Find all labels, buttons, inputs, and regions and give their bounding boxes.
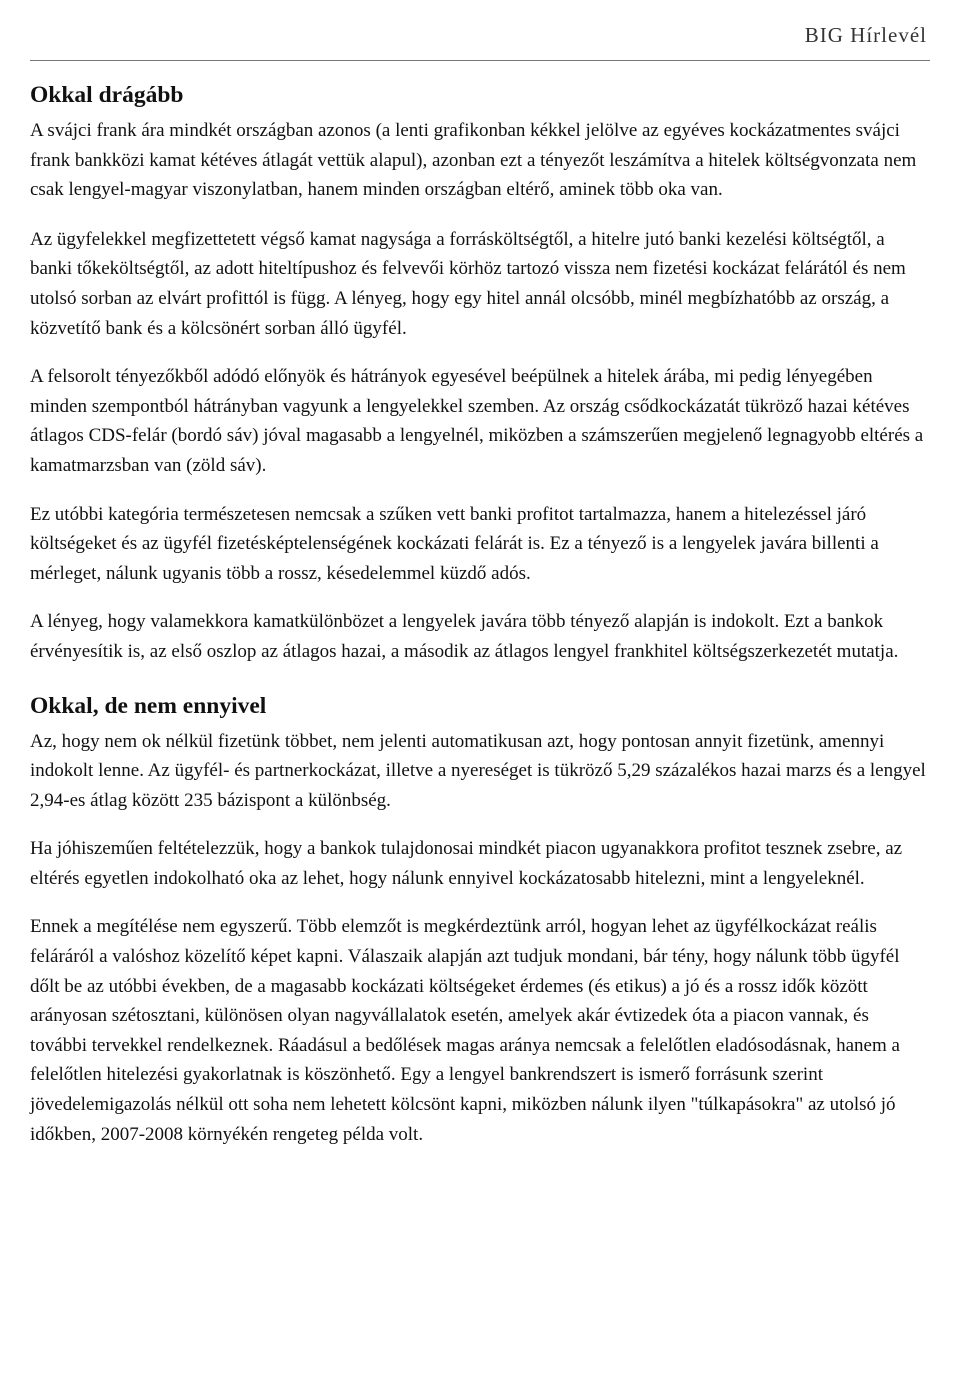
paragraph: Az, hogy nem ok nélkül fizetünk többet, nem jelenti automatikusan azt, hogy pontosan annyit fizetünk, amennyi indokolt lenne. Az ügyfél- és partnerkockázat, illetve a nyereséget is tükröző 5,29 százalékos hazai marzs és a lengyel 2,94-es átlag között 235 bázispont a különbség. (30, 730, 926, 811)
paragraph: A lényeg, hogy valamekkora kamatkülönbözet a lengyelek javára több tényező alapján is indokolt. Ezt a bankok érvényesítik is, az első oszlop az átlagos hazai, a második az átlagos lengyel frankhitel költségszerkezetét mutatja. (30, 611, 899, 662)
paragraph: A svájci frank ára mindkét országban azonos (a lenti grafikonban kékkel jelölve az egyéves kockázatmentes svájci frank bankközi kamat kétéves átlagát vettük alapul), azonban ezt a tényezőt leszámítva a hitelek költségvonzata nem csak lengyel-magyar viszonylatban, hanem minden országban eltérő, aminek több oka van. (30, 120, 917, 201)
paragraph: Ha jóhiszeműen feltételezzük, hogy a bankok tulajdonosai mindkét piacon ugyanakkora profitot tesznek zsebre, az eltérés egyetlen indokolható oka az lehet, hogy nálunk ennyivel kockázatosabb hitelezni, mint a lengyeleknél. (30, 838, 903, 889)
paragraph: Ez utóbbi kategória természetesen nemcsak a szűken vett banki profitot tartalmazza, hanem a hitelezéssel járó költségeket és az ügyfél fizetésképtelenségének kockázati felárát is. Ez a tényező is a lengyelek javára billenti a mérleget, nálunk ugyanis több a rossz, késedelemmel küzdő adós. (30, 503, 879, 584)
paragraph: Az ügyfelekkel megfizettetett végső kamat nagysága a forrásköltségtől, a hitelre jutó banki kezelési költségtől, a banki tőkeköltségtől, az adott hiteltípushoz és felvevői körhöz tartozó vissza nem fizetési kockázat felárától és nem utolsó sorban az elvárt profittól is függ. A lényeg, hogy egy hitel annál olcsóbb, minél megbízhatóbb az ország, a közvetítő bank és a kölcsönért sorban álló ügyfél. (30, 228, 906, 339)
article-body (30, 80, 930, 1168)
paragraph: Ennek a megítélése nem egyszerű. Több elemzőt is megkérdeztünk arról, hogyan lehet az ügyfélkockázat reális feláráról a valóshoz közelítő képet kapni. Válaszaik alapján azt tudjuk mondani, bár tény, hogy nálunk több ügyfél dőlt be az utóbbi években, de a magasabb kockázati költségeket érdemes (és etikus) a jó és a rossz idők között arányosan szétosztani, különösen olyan nagyvállalatok esetén, amelyek akár évtizedek óta a piacon vannak, és további tervekkel rendelkeznek. Ráadásul a bedőlések magas aránya nemcsak a felelőtlen eladósodásnak, hanem a felelőtlen hitelezési gyakorlatnak is köszönhető. Egy a lengyel bankrendszert is ismerő forrásunk szerint jövedelemigazolás nélkül ott soha nem lehetett kölcsönt kapni, miközben nálunk ilyen "túlkapásokra" az utolsó jó időkben, 2007-2008 környékén rengeteg példa volt. (30, 916, 900, 1145)
section-heading-okkal-dragabb: Okkal drágább (30, 82, 184, 108)
paragraph: A felsorolt tényezőkből adódó előnyök és hátrányok egyesével beépülnek a hitelek árába, mi pedig lényegében minden szempontból hátrányban vagyunk a lengyelekkel szemben. Az ország csődkockázatát tükröző hazai kétéves átlagos CDS-felár (bordó sáv) jóval magasabb a lengyelnél, miközben a számszerűen megjelenő legnagyobb eltérés a kamatmarzsban van (zöld sáv). (30, 366, 924, 476)
newsletter-title: BIG Hírlevél (804, 23, 927, 47)
header-divider (30, 60, 930, 61)
section-heading-okkal-de-nem-ennyivel: Okkal, de nem ennyivel (30, 692, 267, 719)
